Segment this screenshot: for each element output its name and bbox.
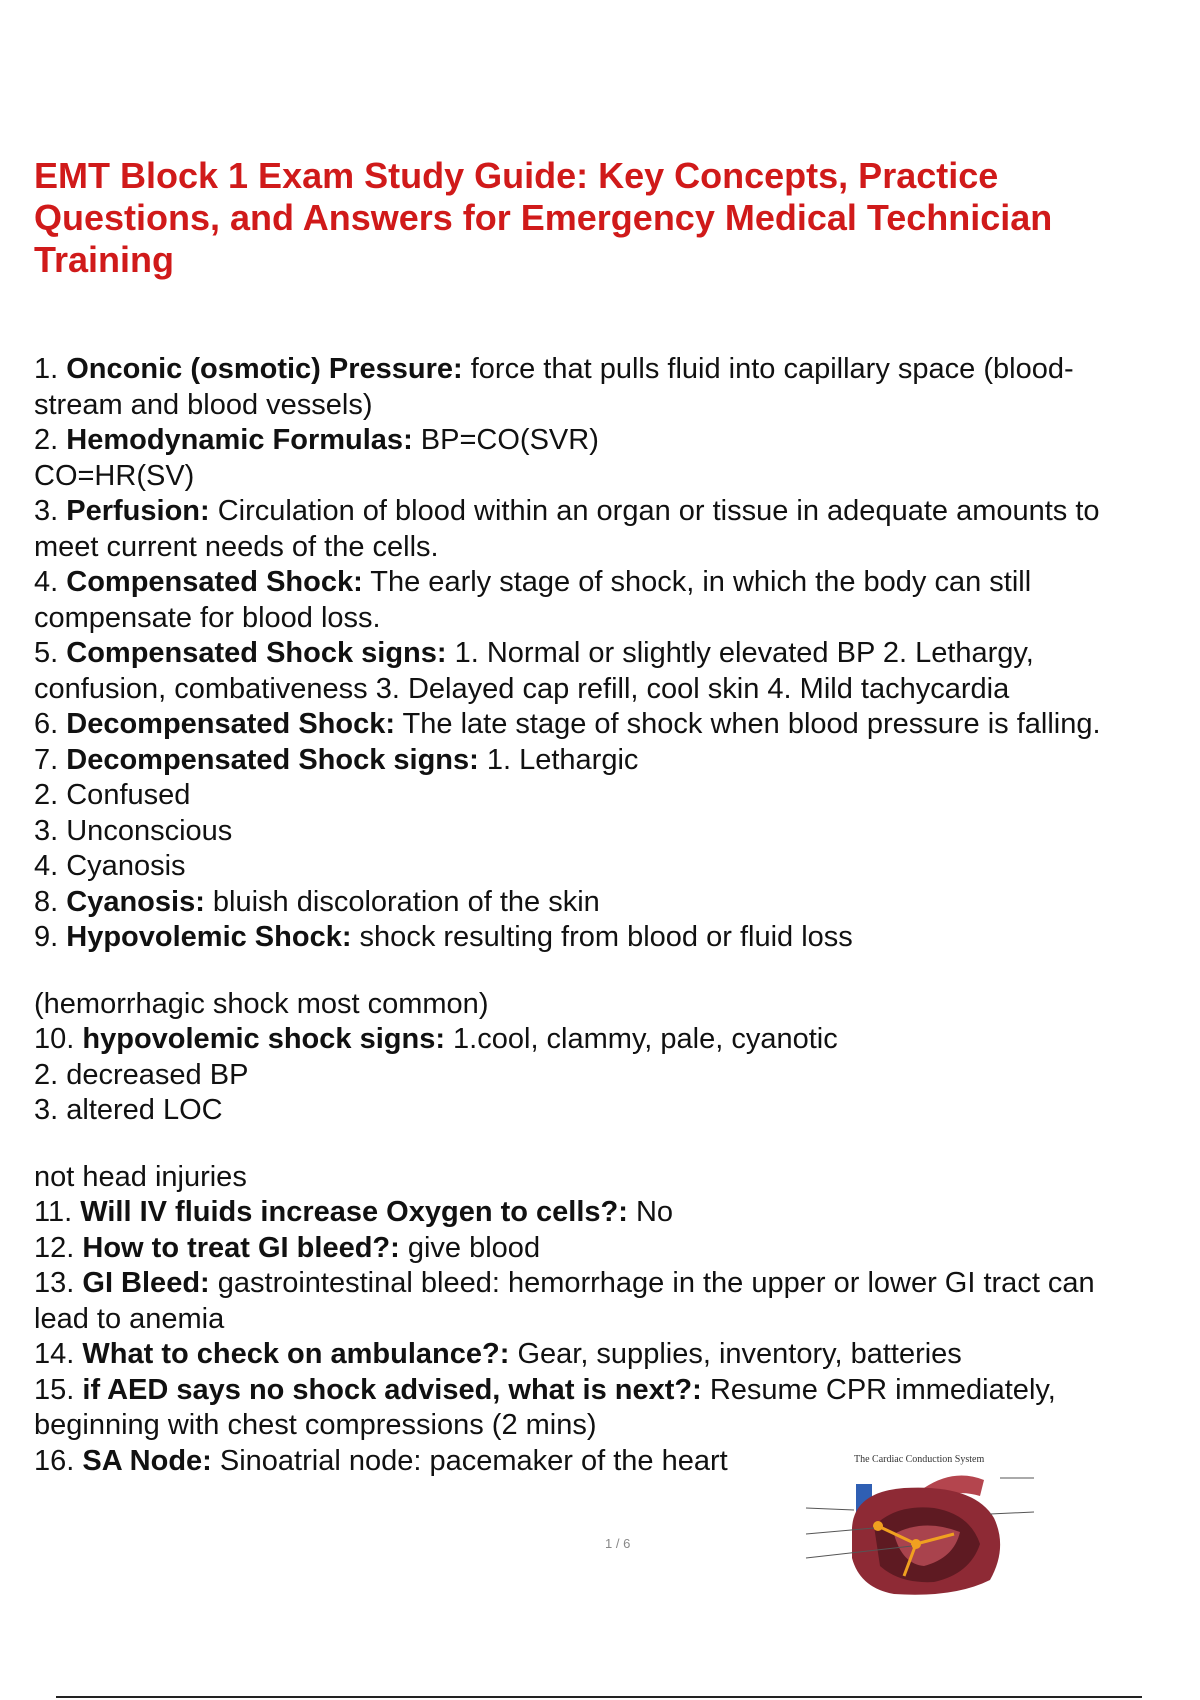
- cardiac-conduction-figure: [804, 1448, 1036, 1596]
- item-number: 1.: [34, 353, 59, 385]
- item-number: 4.: [34, 566, 59, 598]
- list-item: [34, 987, 1200, 1023]
- item-description: 3. altered LOC: [34, 1094, 223, 1126]
- item-description: Sinoatrial node: pacemaker of the heart: [211, 1444, 728, 1477]
- list-item: [34, 601, 1200, 637]
- item-term: if AED says no shock advised, what is next?:: [82, 1373, 702, 1406]
- list-item: [34, 885, 1200, 921]
- item-term: Decompensated Shock:: [66, 708, 396, 740]
- item-description: No: [627, 1196, 674, 1228]
- list-item: [34, 423, 1200, 459]
- list-item: [34, 1408, 1200, 1444]
- list-item: [34, 1302, 1200, 1338]
- list-item: [34, 1195, 1200, 1231]
- item-number: 2.: [34, 424, 59, 456]
- item-description: 1. Normal or slightly elevated BP 2. Lethargy,: [446, 637, 1034, 669]
- item-term: How to treat GI bleed?:: [82, 1231, 400, 1264]
- item-term: hypovolemic shock signs:: [82, 1023, 445, 1055]
- list-item: [34, 778, 1200, 814]
- list-item: [34, 1373, 1200, 1409]
- page-number: 1 / 6: [605, 1536, 631, 1551]
- footer-divider: [56, 1696, 1142, 1698]
- item-description: The early stage of shock, in which the body can still: [362, 566, 1032, 598]
- item-term: Perfusion:: [66, 495, 210, 527]
- item-description: confusion, combativeness 3. Delayed cap refill, cool skin 4. Mild tachycardia: [34, 672, 1010, 705]
- item-description: 1. Lethargic: [478, 743, 639, 776]
- paragraph-gap: [34, 1129, 1200, 1160]
- figure-caption: The Cardiac Conduction System: [854, 1454, 985, 1465]
- list-item: [34, 814, 1200, 850]
- item-description: give blood: [399, 1231, 541, 1264]
- list-item: [34, 352, 1200, 388]
- list-item: [34, 530, 1200, 566]
- list-item: [34, 1058, 1200, 1094]
- item-term: Hypovolemic Shock:: [66, 921, 352, 953]
- list-item: [34, 494, 1200, 530]
- list-item: [34, 1337, 1200, 1373]
- study-guide-list: [34, 352, 1200, 1479]
- item-description: CO=HR(SV): [34, 459, 195, 492]
- item-description: 4. Cyanosis: [34, 850, 186, 882]
- item-description: Resume CPR immediately,: [701, 1373, 1056, 1406]
- item-description: gastrointestinal bleed: hemorrhage in the upper or lower GI tract can: [209, 1267, 1095, 1299]
- item-description: (hemorrhagic shock most common): [34, 987, 489, 1020]
- list-item: [34, 388, 1200, 424]
- item-number: 7.: [34, 743, 59, 776]
- list-item: [34, 1093, 1200, 1129]
- item-term: Hemodynamic Formulas:: [66, 424, 413, 456]
- item-number: 11.: [34, 1196, 73, 1228]
- list-item: [34, 672, 1200, 708]
- item-description: lead to anemia: [34, 1302, 225, 1335]
- list-item: [34, 1160, 1200, 1196]
- list-item: [34, 1022, 1200, 1058]
- list-item: [34, 1266, 1200, 1302]
- item-description: BP=CO(SVR): [412, 424, 599, 456]
- list-item: [34, 565, 1200, 601]
- list-item: [34, 459, 1200, 495]
- list-item: [34, 743, 1200, 779]
- item-description: 2. Confused: [34, 779, 191, 811]
- list-item: [34, 636, 1200, 672]
- item-term: Cyanosis:: [66, 885, 205, 918]
- item-number: 14.: [34, 1338, 75, 1370]
- paragraph-gap: [34, 956, 1200, 987]
- item-number: 13.: [34, 1267, 75, 1299]
- list-item: [34, 1231, 1200, 1267]
- item-number: 8.: [34, 885, 59, 918]
- item-term: What to check on ambulance?:: [82, 1338, 510, 1370]
- item-description: The late stage of shock when blood pressure is falling.: [395, 708, 1101, 740]
- item-term: Compensated Shock signs:: [66, 637, 447, 669]
- item-description: Circulation of blood within an organ or tissue in adequate amounts to: [209, 495, 1100, 527]
- item-description: compensate for blood loss.: [34, 601, 381, 634]
- list-item: [34, 707, 1200, 743]
- heart-illustration-icon: [804, 1448, 1036, 1596]
- item-number: 6.: [34, 708, 59, 740]
- item-description: meet current needs of the cells.: [34, 530, 439, 563]
- item-description: 1.cool, clammy, pale, cyanotic: [445, 1023, 838, 1055]
- item-description: 3. Unconscious: [34, 814, 233, 847]
- item-description: shock resulting from blood or fluid loss: [351, 921, 853, 953]
- item-description: force that pulls fluid into capillary space (blood-: [462, 353, 1074, 385]
- item-description: Gear, supplies, inventory, batteries: [509, 1338, 962, 1370]
- document-title: EMT Block 1 Exam Study Guide: Key Concepts, Practice Questions, and Answers for Emergency Medical Technician Training: [34, 155, 1053, 280]
- item-number: 9.: [34, 921, 59, 953]
- item-term: SA Node:: [82, 1444, 212, 1477]
- item-number: 16.: [34, 1444, 75, 1477]
- item-term: GI Bleed:: [82, 1267, 210, 1299]
- item-number: 12.: [34, 1231, 75, 1264]
- item-number: 5.: [34, 637, 59, 669]
- item-term: Decompensated Shock signs:: [66, 743, 479, 776]
- item-term: Onconic (osmotic) Pressure:: [66, 353, 463, 385]
- list-item: [34, 920, 1200, 956]
- item-number: 3.: [34, 495, 59, 527]
- item-number: 10.: [34, 1023, 75, 1055]
- item-description: stream and blood vessels): [34, 388, 373, 421]
- item-number: 15.: [34, 1373, 75, 1406]
- list-item: [34, 849, 1200, 885]
- item-term: Will IV fluids increase Oxygen to cells?:: [80, 1196, 628, 1228]
- item-description: 2. decreased BP: [34, 1058, 249, 1091]
- item-description: beginning with chest compressions (2 mins): [34, 1409, 597, 1441]
- item-term: Compensated Shock:: [66, 566, 363, 598]
- item-description: bluish discoloration of the skin: [204, 885, 600, 918]
- item-description: not head injuries: [34, 1160, 247, 1193]
